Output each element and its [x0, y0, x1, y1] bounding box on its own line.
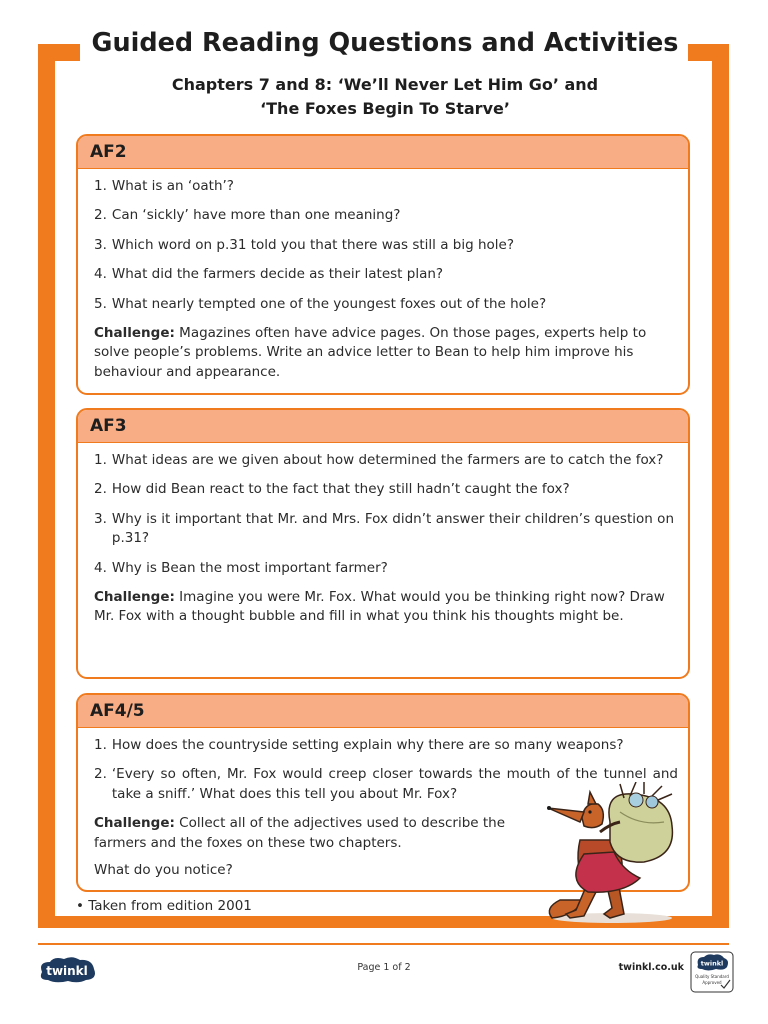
question-number: 2.: [94, 481, 107, 498]
question-number: 3.: [94, 510, 107, 527]
section-body: [78, 728, 678, 880]
question-text: ‘Every so often, Mr. Fox would creep closer towards the mouth of the tunnel and take a sniff.’ What does this tell you about Mr. Fox?: [111, 766, 678, 802]
challenge-text: Collect all of the adjectives used to describe the farmers and the foxes on these two chapters.: [94, 815, 506, 851]
question-item: [94, 510, 674, 549]
question-text: What ideas are we given about how determined the farmers are to catch the fox?: [111, 452, 664, 468]
question-item: [94, 265, 674, 284]
question-number: 1.: [94, 737, 107, 753]
page-border-top-right: [688, 44, 729, 61]
question-item: [94, 206, 674, 225]
subtitle-line-2: ‘The Foxes Begin To Starve’: [260, 99, 510, 118]
question-text: What nearly tempted one of the youngest foxes out of the hole?: [111, 295, 547, 312]
badge-line-1: Quality Standard: [695, 974, 729, 979]
section-title: AF4/5: [90, 701, 145, 721]
question-item: [94, 480, 674, 499]
question-item: [94, 451, 674, 470]
question-text: How did Bean react to the fact that they still hadn’t caught the fox?: [111, 481, 570, 498]
section-af3: [76, 408, 690, 679]
question-text: Why is it important that Mr. and Mrs. Fox didn’t answer their children’s question on p.31?: [111, 510, 674, 547]
question-number: 4.: [94, 266, 107, 283]
question-number: 5.: [94, 295, 107, 312]
logo-text: twinkl: [46, 964, 88, 978]
twinkl-logo: [36, 954, 98, 984]
question-number: 3.: [94, 236, 107, 253]
section-af2: [76, 134, 690, 395]
section-header: [78, 695, 688, 728]
challenge-text: Magazines often have advice pages. On those pages, experts help to solve people’s problems. Write an advice letter to Bean to help him improve his behaviour and appearance.: [94, 325, 647, 380]
question-text: What did the farmers decide as their latest plan?: [111, 266, 444, 283]
question-text: Can ‘sickly’ have more than one meaning?: [111, 207, 401, 224]
question-number: 1.: [94, 178, 107, 194]
question-item: [94, 736, 678, 755]
challenge-block: [94, 588, 674, 627]
question-text: Which word on p.31 told you that there was still a big hole?: [111, 236, 514, 253]
section-body: [78, 443, 688, 627]
question-number: 1.: [94, 452, 107, 468]
question-item: [94, 177, 674, 196]
section-body: [78, 169, 688, 382]
section-header: [78, 410, 688, 443]
question-number: 2.: [94, 766, 107, 783]
page-title: Guided Reading Questions and Activities: [91, 28, 679, 58]
question-item: [94, 559, 674, 578]
edition-footnote: • Taken from edition 2001: [76, 898, 252, 914]
challenge-label: Challenge:: [94, 589, 175, 606]
question-text: What is an ‘oath’?: [111, 178, 234, 194]
question-text: Why is Bean the most important farmer?: [111, 559, 388, 576]
section-title: AF3: [90, 416, 127, 436]
quality-standard-badge: [690, 951, 734, 993]
footer-rule: [38, 943, 729, 945]
challenge-block: [94, 324, 674, 382]
section-title: AF2: [90, 142, 127, 162]
badge-brand: twinkl: [700, 959, 724, 968]
fox-with-sack-icon: [540, 782, 688, 924]
section-header: [78, 136, 688, 169]
question-item: [94, 295, 674, 314]
page-border-right: [712, 44, 729, 928]
question-number: 4.: [94, 559, 107, 576]
follow-up-question: What do you notice?: [94, 862, 233, 879]
challenge-label: Challenge:: [94, 325, 175, 342]
challenge-label: Challenge:: [94, 815, 175, 832]
question-number: 2.: [94, 207, 107, 224]
question-text: How does the countryside setting explain why there are so many weapons?: [111, 737, 624, 753]
question-item: [94, 236, 674, 255]
site-url[interactable]: twinkl.co.uk: [618, 962, 684, 973]
page-border-top-left: [38, 44, 80, 61]
badge-line-2: Approved: [702, 980, 722, 985]
page-border-left: [38, 44, 55, 928]
subtitle-line-1: Chapters 7 and 8: ‘We’ll Never Let Him Go’ and: [171, 75, 599, 94]
challenge-block: [94, 814, 514, 853]
page-number: Page 1 of 2: [357, 962, 411, 973]
challenge-text: Imagine you were Mr. Fox. What would you be thinking right now? Draw Mr. Fox with a thought bubble and fill in what you think his thoughts might be.: [94, 589, 665, 625]
page-subtitle: [70, 73, 700, 121]
